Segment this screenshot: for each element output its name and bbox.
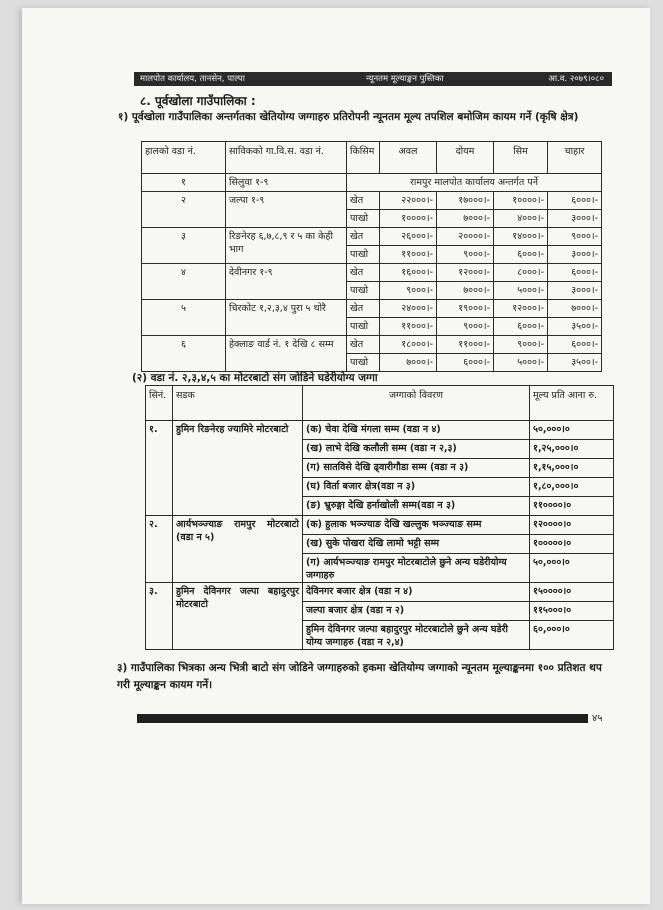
table-row <box>142 336 602 354</box>
old-vdc-cell: जल्पा १-९ <box>226 192 347 228</box>
price-cell: १५००००।० <box>530 583 614 602</box>
price-cell: १४०००।- <box>494 228 548 246</box>
price-cell: ११०००।- <box>437 336 494 354</box>
price-cell: १००००।- <box>380 210 437 228</box>
table-row <box>142 300 602 318</box>
price-cell: १०००००।० <box>530 535 614 554</box>
land-description-cell: देविनगर बजार क्षेत्र (वडा न ४) <box>303 583 530 602</box>
land-description-cell: (ख) सुके पोखरा देखि लामो भट्टी सम्म <box>303 535 530 554</box>
col-header-sn: सिनं. <box>146 386 173 421</box>
header-office: मालपोत कार्यालय, तानसेन, पाल्पा <box>140 74 245 84</box>
old-vdc-cell: देवीनगर १-९ <box>226 264 347 300</box>
road-cell: हुमिन देविनगर जल्पा बहादुरपुर मोटरबाटो <box>173 583 303 650</box>
price-cell: १९०००।- <box>437 300 494 318</box>
price-cell: ८०००।- <box>494 264 548 282</box>
col-header-abal: अवल <box>380 142 437 174</box>
road-cell: हुमिन रिङनेरह ज्यामिरे मोटरबाटो <box>173 421 303 516</box>
col-header-doyam: दोयम <box>437 142 494 174</box>
table-row <box>146 421 614 440</box>
land-description-cell: हुमिन देविनगर जल्पा बहादुरपुर मोटरबाटोले छुने अन्य घडेरी योग्य जग्गाहरु (वडा न २,४) <box>303 621 530 650</box>
land-description-cell: (घ) विर्ता बजार क्षेत्र(वडा न ३) <box>303 478 530 497</box>
price-cell: ५०,०००।० <box>530 421 614 440</box>
price-cell: ९०००।- <box>437 318 494 336</box>
price-cell: ९०००।- <box>548 228 602 246</box>
type-cell: खेत <box>347 336 380 354</box>
table-row <box>142 228 602 246</box>
price-cell: २४०००।- <box>380 300 437 318</box>
price-cell: १००००।- <box>494 192 548 210</box>
price-cell: १८०००।- <box>380 336 437 354</box>
old-vdc-cell: हेक्लाङ वार्ड नं. १ देखि ८ सम्म <box>226 336 347 372</box>
land-description-cell: (क) हुलाक भञ्ज्याङ देखि खल्लुक भञ्ज्याङ सम्म <box>303 516 530 535</box>
price-cell: ३०००।- <box>548 210 602 228</box>
price-cell: १७०००।- <box>437 192 494 210</box>
footer-rule <box>137 714 588 723</box>
price-cell: १२००००।० <box>530 516 614 535</box>
price-cell: ९०००।- <box>380 282 437 300</box>
price-cell: ९०००।- <box>494 336 548 354</box>
document-header <box>134 72 612 86</box>
price-cell: ६०००।- <box>437 354 494 372</box>
price-cell: १६०००।- <box>380 264 437 282</box>
table-row <box>142 264 602 282</box>
col-header-land-description: जग्गाको विवरण <box>303 386 530 421</box>
type-cell: पाखो <box>347 246 380 264</box>
price-cell: ६०००।- <box>548 336 602 354</box>
item-1-text: १) पूर्वखोला गाउँपालिका अन्तर्गतका खेतियोग्य जग्गाहरु प्रतिरोपनी न्यूनतम मूल्य तपशिल बमोजिम कायम गर्ने (कृषि क्षेत्र) <box>118 111 579 123</box>
price-cell: ७०००।- <box>380 354 437 372</box>
old-vdc-cell: रिङनेरह ६,७,८,९ र ५ का केही भाग <box>226 228 347 264</box>
col-header-road: सडक <box>173 386 303 421</box>
land-description-cell: (ग) आर्यभञ्ज्याङ रामपुर मोटरबाटोले छुने अन्य घडेरीयोग्य जग्गाहरु <box>303 554 530 583</box>
price-cell: २६०००।- <box>380 228 437 246</box>
ward-cell: ६ <box>142 336 226 372</box>
price-cell: ११००००।० <box>530 497 614 516</box>
price-cell: ५०००।- <box>494 282 548 300</box>
price-cell: ११०००।- <box>380 318 437 336</box>
old-vdc-cell: सिलुवा १-९ <box>226 174 347 192</box>
ward-cell: ४ <box>142 264 226 300</box>
type-cell: पाखो <box>347 318 380 336</box>
price-cell: ५०००।- <box>494 354 548 372</box>
table-header-row <box>142 142 602 174</box>
ward-cell: १ <box>142 174 226 192</box>
price-cell: ३०००।- <box>548 246 602 264</box>
road-land-table <box>145 385 614 650</box>
price-cell: ११०००।- <box>380 246 437 264</box>
col-header-sim: सिम <box>494 142 548 174</box>
ward-cell: २ <box>142 192 226 228</box>
table-row <box>146 583 614 602</box>
land-description-cell: (ङ) भ्रुरुङ्गा देखि हर्नाखोली सम्म(वडा न ३) <box>303 497 530 516</box>
type-cell: खेत <box>347 264 380 282</box>
sn-cell: २. <box>146 516 173 583</box>
price-cell: १,८०,०००।० <box>530 478 614 497</box>
price-cell: १,१५,०००।० <box>530 459 614 478</box>
type-cell: पाखो <box>347 282 380 300</box>
agri-land-table <box>141 141 602 372</box>
price-cell: ६०००।- <box>494 246 548 264</box>
price-cell: ३०००।- <box>548 282 602 300</box>
col-header-type: किसिम <box>347 142 380 174</box>
type-cell: खेत <box>347 300 380 318</box>
land-description-cell: जल्पा बजार क्षेत्र (वडा न २) <box>303 602 530 621</box>
ward-cell: ३ <box>142 228 226 264</box>
price-cell: ७०००।- <box>548 300 602 318</box>
page-number: ४५ <box>592 713 603 724</box>
price-cell: ६०००।- <box>494 318 548 336</box>
price-cell: ३५००।- <box>548 318 602 336</box>
col-header-ward: हालको वडा नं. <box>142 142 226 174</box>
item-3-text: ३) गाउँपालिका भित्रका अन्य भित्री बाटो संग जोडिने जग्गाहरुको हकमा खेतियोग्य जग्गाको न्यूनतम मूल्याङ्कनमा १०० प्रतिशत थप गरी मूल्याङ्कन कायम गर्ने। <box>117 662 602 691</box>
price-cell: १२०००।- <box>437 264 494 282</box>
note-cell: रामपुर मालपोत कार्यालय अन्तर्गत पर्ने <box>347 174 602 192</box>
col-header-price-per-ana: मूल्य प्रति आना रु. <box>530 386 614 421</box>
land-description-cell: (क) चेवा देखि मंगला सम्म (वडा न ४) <box>303 421 530 440</box>
table-row <box>146 516 614 535</box>
price-cell: ५०,०००।० <box>530 554 614 583</box>
type-cell: पाखो <box>347 210 380 228</box>
road-cell: आर्यभञ्ज्याङ रामपुर मोटरबाटो (वडा न ५) <box>173 516 303 583</box>
price-cell: ११५०००।० <box>530 602 614 621</box>
type-cell: खेत <box>347 228 380 246</box>
land-description-cell: (ग) सातविसे देखि ढ्वारीगौडा सम्म (वडा न ३) <box>303 459 530 478</box>
header-booklet-title: न्यूनतम मूल्याङ्कन पुस्तिका <box>366 74 444 84</box>
sn-cell: १. <box>146 421 173 516</box>
old-vdc-cell: चिरकोट १,२,३,४ पुरा ५ थोरै <box>226 300 347 336</box>
table-header-row <box>146 386 614 421</box>
ward-cell: ५ <box>142 300 226 336</box>
price-cell: ६०००।- <box>548 192 602 210</box>
price-cell: २२०००।- <box>380 192 437 210</box>
price-cell: १२०००।- <box>494 300 548 318</box>
table-row <box>142 192 602 210</box>
section-title: ८. पूर्वखोला गाउँपालिका : <box>140 94 256 108</box>
price-cell: २००००।- <box>437 228 494 246</box>
price-cell: ६०,०००।० <box>530 621 614 650</box>
col-header-old-vdc: साविकको गा.वि.स. वडा नं. <box>226 142 347 174</box>
price-cell: ३५००।- <box>548 354 602 372</box>
type-cell: पाखो <box>347 354 380 372</box>
land-description-cell: (ख) लाभे देखि कलौली सम्म (वडा न २,३) <box>303 440 530 459</box>
header-fiscal-year: आ.व. २०७९।०८० <box>548 74 604 84</box>
price-cell: ९०००।- <box>437 246 494 264</box>
col-header-chahar: चाहार <box>548 142 602 174</box>
price-cell: ७०००।- <box>437 210 494 228</box>
table-row <box>142 174 602 192</box>
price-cell: ६०००।- <box>548 264 602 282</box>
price-cell: १,२५,०००।० <box>530 440 614 459</box>
sn-cell: ३. <box>146 583 173 650</box>
price-cell: ४०००।- <box>494 210 548 228</box>
type-cell: खेत <box>347 192 380 210</box>
price-cell: ७०००।- <box>437 282 494 300</box>
item-2-heading: (२) वडा नं. २,३,४,५ का मोटरबाटो संग जोडिने घडेरीयोग्य जग्गा <box>132 372 378 384</box>
